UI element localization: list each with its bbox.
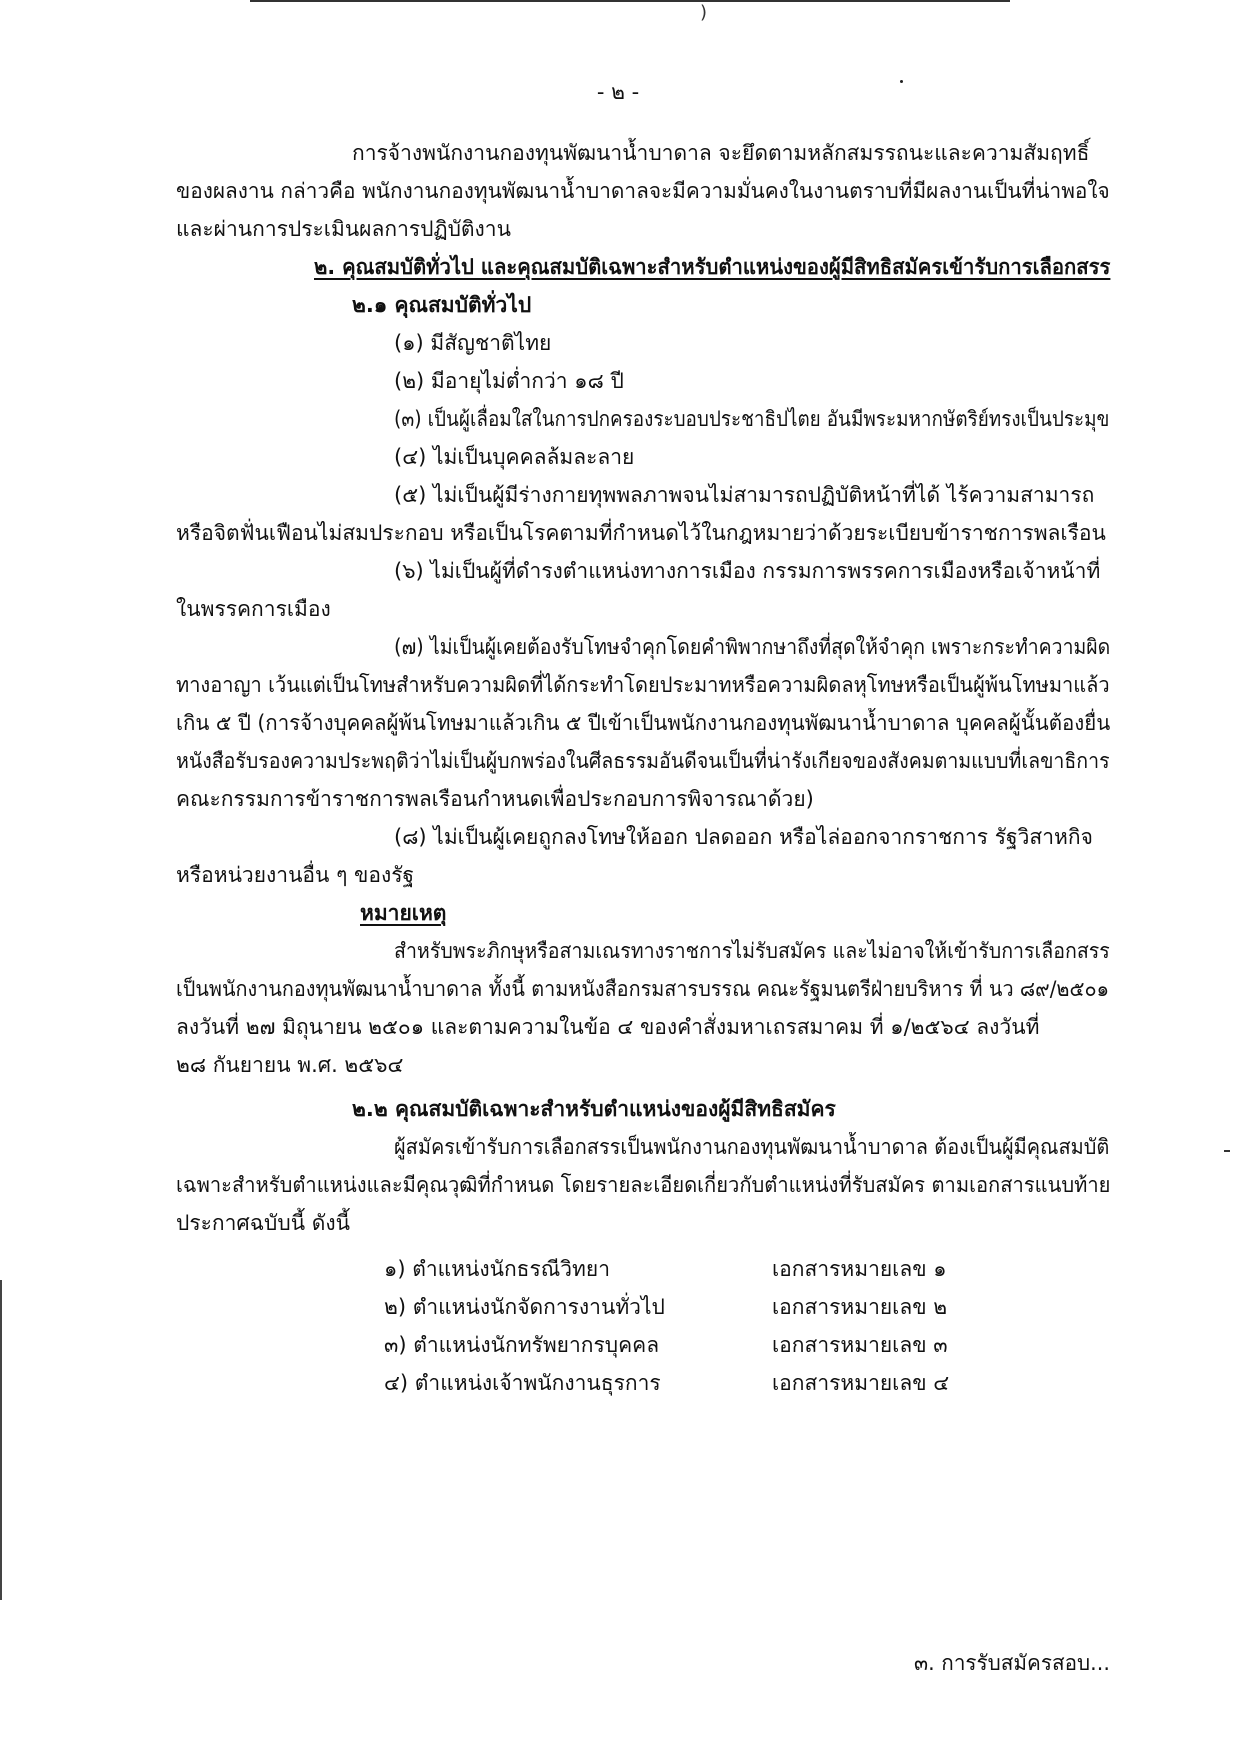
scan-tick-right bbox=[1224, 1150, 1230, 1152]
item-7-line-3: เกิน ๕ ปี (การจ้างบุคคลผู้พ้นโทษมาแล้วเกิน ๕ ปีเข้าเป็นพนักงานกองทุนพัฒนาน้ำบาดาล บุคคลผู้นั้นต้องยื่น bbox=[176, 711, 1111, 735]
item-7-line-2: ทางอาญา เว้นแต่เป็นโทษสำหรับความผิดที่ได้กระทำโดยประมาทหรือความผิดลหุโทษหรือเป็นผู้พ้นโทษมาแล้ว bbox=[176, 673, 1110, 697]
item-8-line-1: (๘) ไม่เป็นผู้เคยถูกลงโทษให้ออก ปลดออก หรือไล่ออกจากราชการ รัฐวิสาหกิจ bbox=[394, 825, 1093, 849]
intro-line-2: ของผลงาน กล่าวคือ พนักงานกองทุนพัฒนาน้ำบาดาลจะมีความมั่นคงในงานตราบที่มีผลงานเป็นที่น่าพอใจ bbox=[176, 179, 1110, 203]
item-7-line-4: หนังสือรับรองความประพฤติว่าไม่เป็นผู้บกพร่องในศีลธรรมอันดีจนเป็นที่น่ารังเกียจของสังคมตามแบบที่เลขาธิการ bbox=[176, 749, 1110, 773]
intro-line-1: การจ้างพนักงานกองทุนพัฒนาน้ำบาดาล จะยึดตามหลักสมรรถนะและความสัมฤทธิ์ bbox=[352, 141, 1090, 165]
scan-border-top bbox=[250, 0, 1010, 2]
section-2-2-line-1: ผู้สมัครเข้ารับการเลือกสรรเป็นพนักงานกองทุนพัฒนาน้ำบาดาล ต้องเป็นผู้มีคุณสมบัติ bbox=[394, 1135, 1110, 1159]
note-heading: หมายเหตุ bbox=[360, 901, 447, 925]
intro-line-3: และผ่านการประเมินผลการปฏิบัติงาน bbox=[176, 217, 511, 241]
position-4-name: ๔) ตำแหน่งเจ้าพนักงานธุรการ bbox=[384, 1371, 661, 1395]
note-line-3: ลงวันที่ ๒๗ มิถุนายน ๒๕๐๑ และตามความในข้อ ๔ ของคำสั่งมหาเถรสมาคม ที่ ๑/๒๕๖๔ ลงวันที่ bbox=[176, 1015, 1040, 1039]
position-3-annex: เอกสารหมายเลข ๓ bbox=[772, 1333, 948, 1357]
item-4: (๔) ไม่เป็นบุคคลล้มละลาย bbox=[394, 445, 635, 469]
section-2-2-line-3: ประกาศฉบับนี้ ดังนี้ bbox=[176, 1211, 350, 1235]
scan-mark: ) bbox=[700, 2, 708, 23]
position-4-annex: เอกสารหมายเลข ๔ bbox=[772, 1371, 950, 1395]
item-3: (๓) เป็นผู้เลื่อมใสในการปกครองระบอบประชาธิปไตย อันมีพระมหากษัตริย์ทรงเป็นประมุข bbox=[394, 407, 1110, 431]
position-1-annex: เอกสารหมายเลข ๑ bbox=[772, 1257, 947, 1281]
item-7-line-1: (๗) ไม่เป็นผู้เคยต้องรับโทษจำคุกโดยคำพิพากษาถึงที่สุดให้จำคุก เพราะกระทำความผิด bbox=[394, 635, 1111, 659]
section-2-2-line-2: เฉพาะสำหรับตำแหน่งและมีคุณวุฒิที่กำหนด โดยรายละเอียดเกี่ยวกับตำแหน่งที่รับสมัคร ตามเอกสารแนบท้าย bbox=[176, 1173, 1111, 1197]
note-line-4: ๒๘ กันยายน พ.ศ. ๒๕๖๔ bbox=[176, 1053, 404, 1077]
position-2-annex: เอกสารหมายเลข ๒ bbox=[772, 1295, 948, 1319]
item-1: (๑) มีสัญชาติไทย bbox=[394, 331, 552, 355]
item-5-line-2: หรือจิตฟั่นเฟือนไม่สมประกอบ หรือเป็นโรคตามที่กำหนดไว้ในกฎหมายว่าด้วยระเบียบข้าราชการพลเรือน bbox=[176, 521, 1106, 545]
position-2-name: ๒) ตำแหน่งนักจัดการงานทั่วไป bbox=[384, 1295, 665, 1319]
item-5-line-1: (๕) ไม่เป็นผู้มีร่างกายทุพพลภาพจนไม่สามารถปฏิบัติหน้าที่ได้ ไร้ความสามารถ bbox=[394, 483, 1095, 507]
item-7-line-5: คณะกรรมการข้าราชการพลเรือนกำหนดเพื่อประกอบการพิจารณาด้วย) bbox=[176, 787, 814, 811]
position-3-name: ๓) ตำแหน่งนักทรัพยากรบุคคล bbox=[384, 1333, 660, 1357]
section-2-1-heading: ๒.๑ คุณสมบัติทั่วไป bbox=[352, 293, 532, 317]
note-line-2: เป็นพนักงานกองทุนพัฒนาน้ำบาดาล ทั้งนี้ ตามหนังสือกรมสารบรรณ คณะรัฐมนตรีฝ่ายบริหาร ที่ นว ๘๙/๒๕๐๑ bbox=[176, 977, 1110, 1001]
section-2-2-heading: ๒.๒ คุณสมบัติเฉพาะสำหรับตำแหน่งของผู้มีสิทธิสมัคร bbox=[352, 1097, 836, 1121]
item-6-line-2: ในพรรคการเมือง bbox=[176, 597, 331, 621]
page-number: - ๒ - bbox=[596, 80, 640, 104]
item-2: (๒) มีอายุไม่ต่ำกว่า ๑๘ ปี bbox=[394, 369, 624, 393]
continuation-text: ๓. การรับสมัครสอบ... bbox=[914, 1651, 1110, 1675]
item-6-line-1: (๖) ไม่เป็นผู้ที่ดำรงตำแหน่งทางการเมือง กรรมการพรรคการเมืองหรือเจ้าหน้าที่ bbox=[394, 559, 1101, 583]
section-2-heading: ๒. คุณสมบัติทั่วไป และคุณสมบัติเฉพาะสำหรับตำแหน่งของผู้มีสิทธิสมัครเข้ารับการเลือกสรร bbox=[314, 255, 1111, 279]
position-1-name: ๑) ตำแหน่งนักธรณีวิทยา bbox=[384, 1257, 610, 1281]
item-8-line-2: หรือหน่วยงานอื่น ๆ ของรัฐ bbox=[176, 863, 415, 887]
scan-border-left bbox=[0, 1280, 2, 1600]
note-line-1: สำหรับพระภิกษุหรือสามเณรทางราชการไม่รับสมัคร และไม่อาจให้เข้ารับการเลือกสรร bbox=[394, 939, 1110, 963]
